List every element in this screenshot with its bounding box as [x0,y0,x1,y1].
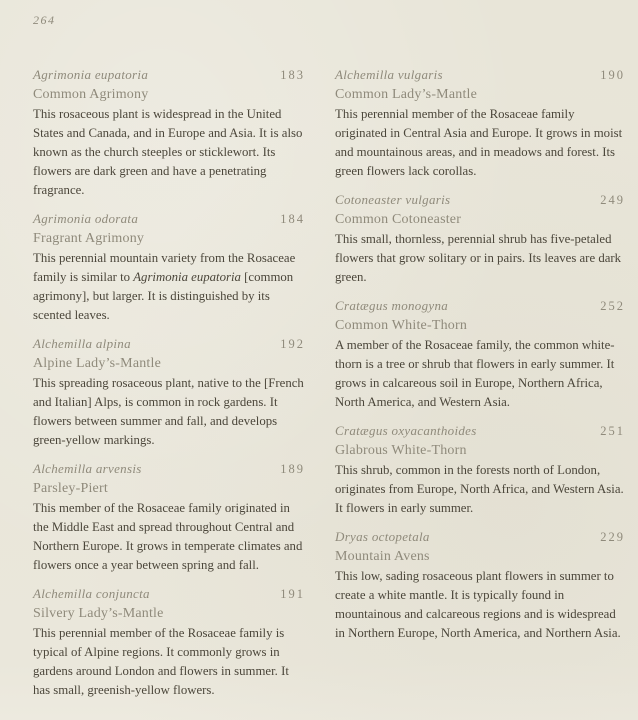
common-name: Glabrous White-Thorn [335,443,467,458]
common-name: Silvery Lady’s-Mantle [33,606,164,621]
entry-header [335,421,625,441]
common-name: Common White-Thorn [335,318,468,333]
plant-entry [33,584,305,700]
latin-name: Alchemilla arvensis [33,461,142,476]
plant-entry [335,296,625,412]
plant-entry [335,190,625,287]
plant-entry [33,209,305,325]
entry-header [33,584,305,604]
description-text: This rosaceous plant is widespread in the United States and Canada, and in Europe and Asia. It is also known as the church steeples or sticklewort. Its flowers are dark green and have a penetrating fragrance. [33,107,303,197]
entry-description [33,374,305,450]
description-text: This spreading rosaceous plant, native to the [French and Italian] Alps, is common in rock gardens. It flowers between summer and fall, and develops green-yellow markings. [33,376,304,447]
latin-name: Agrimonia odorata [33,211,139,226]
entry-header [33,65,305,85]
latin-name: Cratægus monogyna [335,298,449,313]
entry-header [33,459,305,479]
entry-description [335,567,625,643]
plant-entry [33,65,305,200]
entry-header [33,334,305,354]
common-name: Mountain Avens [335,549,430,564]
page-reference: 251 [600,424,625,438]
plant-entry [335,421,625,518]
description-text: This small, thornless, perennial shrub has five-petaled flowers that grow solitary or in pairs. Its leaves are dark green. [335,232,622,284]
entry-description [335,230,625,287]
entry-header [335,65,625,85]
entry-description [335,461,625,518]
plant-entry [335,527,625,643]
entry-header [335,296,625,316]
common-name: Common Lady’s-Mantle [335,87,478,102]
description-text: This shrub, common in the forests north of London, originates from Europe, North Africa, and Western Asia. It flowers in early summer. [335,463,624,515]
latin-name: Agrimonia eupatoria [33,67,149,82]
plant-entry [33,334,305,450]
plant-entry [335,65,625,181]
page-reference: 252 [600,299,625,313]
page-reference: 229 [600,530,625,544]
description-text: A member of the Rosaceae family, the common white-thorn is a tree or shrub that flowers in early summer. It grows in calcareous soil in Europe, Northern Africa, North America, and Western Asia. [335,338,615,409]
page-reference: 183 [280,68,305,82]
entry-description [335,336,625,412]
page-reference: 184 [280,212,305,226]
page-reference: 249 [600,193,625,207]
entry-description [33,249,305,325]
description-text: This perennial member of the Rosaceae family originated in Central Asia and Europe. It grows in moist and mountainous areas, and in meadows and forest. Its green flowers lack corollas. [335,107,623,178]
latin-name: Dryas octopetala [335,529,430,544]
column-left [33,65,305,709]
description-text: This perennial member of the Rosaceae family is typical of Alpine regions. It commonly grows in gardens around London and flowers in summer. It has small, greenish-yellow flowers. [33,626,289,697]
description-latin-reference: Agrimonia eupatoria [133,270,241,284]
common-name: Common Agrimony [33,87,149,102]
entry-header [335,190,625,210]
description-text: This low, sading rosaceous plant flowers in summer to create a white mantle. It is typically found in mountainous and calcareous regions and is widespread in Northern Europe, North America, and Northern Asia. [335,569,621,640]
page-reference: 189 [280,462,305,476]
entry-description [33,499,305,575]
entry-header [33,209,305,229]
column-right [335,65,625,709]
common-name: Parsley-Piert [33,481,108,496]
page-reference: 191 [280,587,305,601]
entry-description [33,105,305,200]
latin-name: Alchemilla alpina [33,336,131,351]
page-number: 264 [33,13,56,27]
description-text: This perennial mountain variety from the Rosaceae family is similar to [33,251,296,284]
common-name: Fragrant Agrimony [33,231,145,246]
entry-header [335,527,625,547]
description-text: This member of the Rosaceae family originated in the Middle East and spread throughout Central and Northern Europe. It grows in temperate climates and flowers once a year between spring and fall. [33,501,303,572]
common-name: Alpine Lady’s-Mantle [33,356,162,371]
latin-name: Cratægus oxyacanthoides [335,423,477,438]
latin-name: Alchemilla conjuncta [33,586,150,601]
common-name: Common Cotoneaster [335,212,462,227]
latin-name: Cotoneaster vulgaris [335,192,451,207]
page-reference: 192 [280,337,305,351]
latin-name: Alchemilla vulgaris [335,67,443,82]
page-reference: 190 [600,68,625,82]
index-columns [33,65,625,709]
entry-description [33,624,305,700]
entry-description [335,105,625,181]
description-text: [common agrimony], but larger. It is distinguished by its scented leaves. [33,270,294,322]
plant-entry [33,459,305,575]
